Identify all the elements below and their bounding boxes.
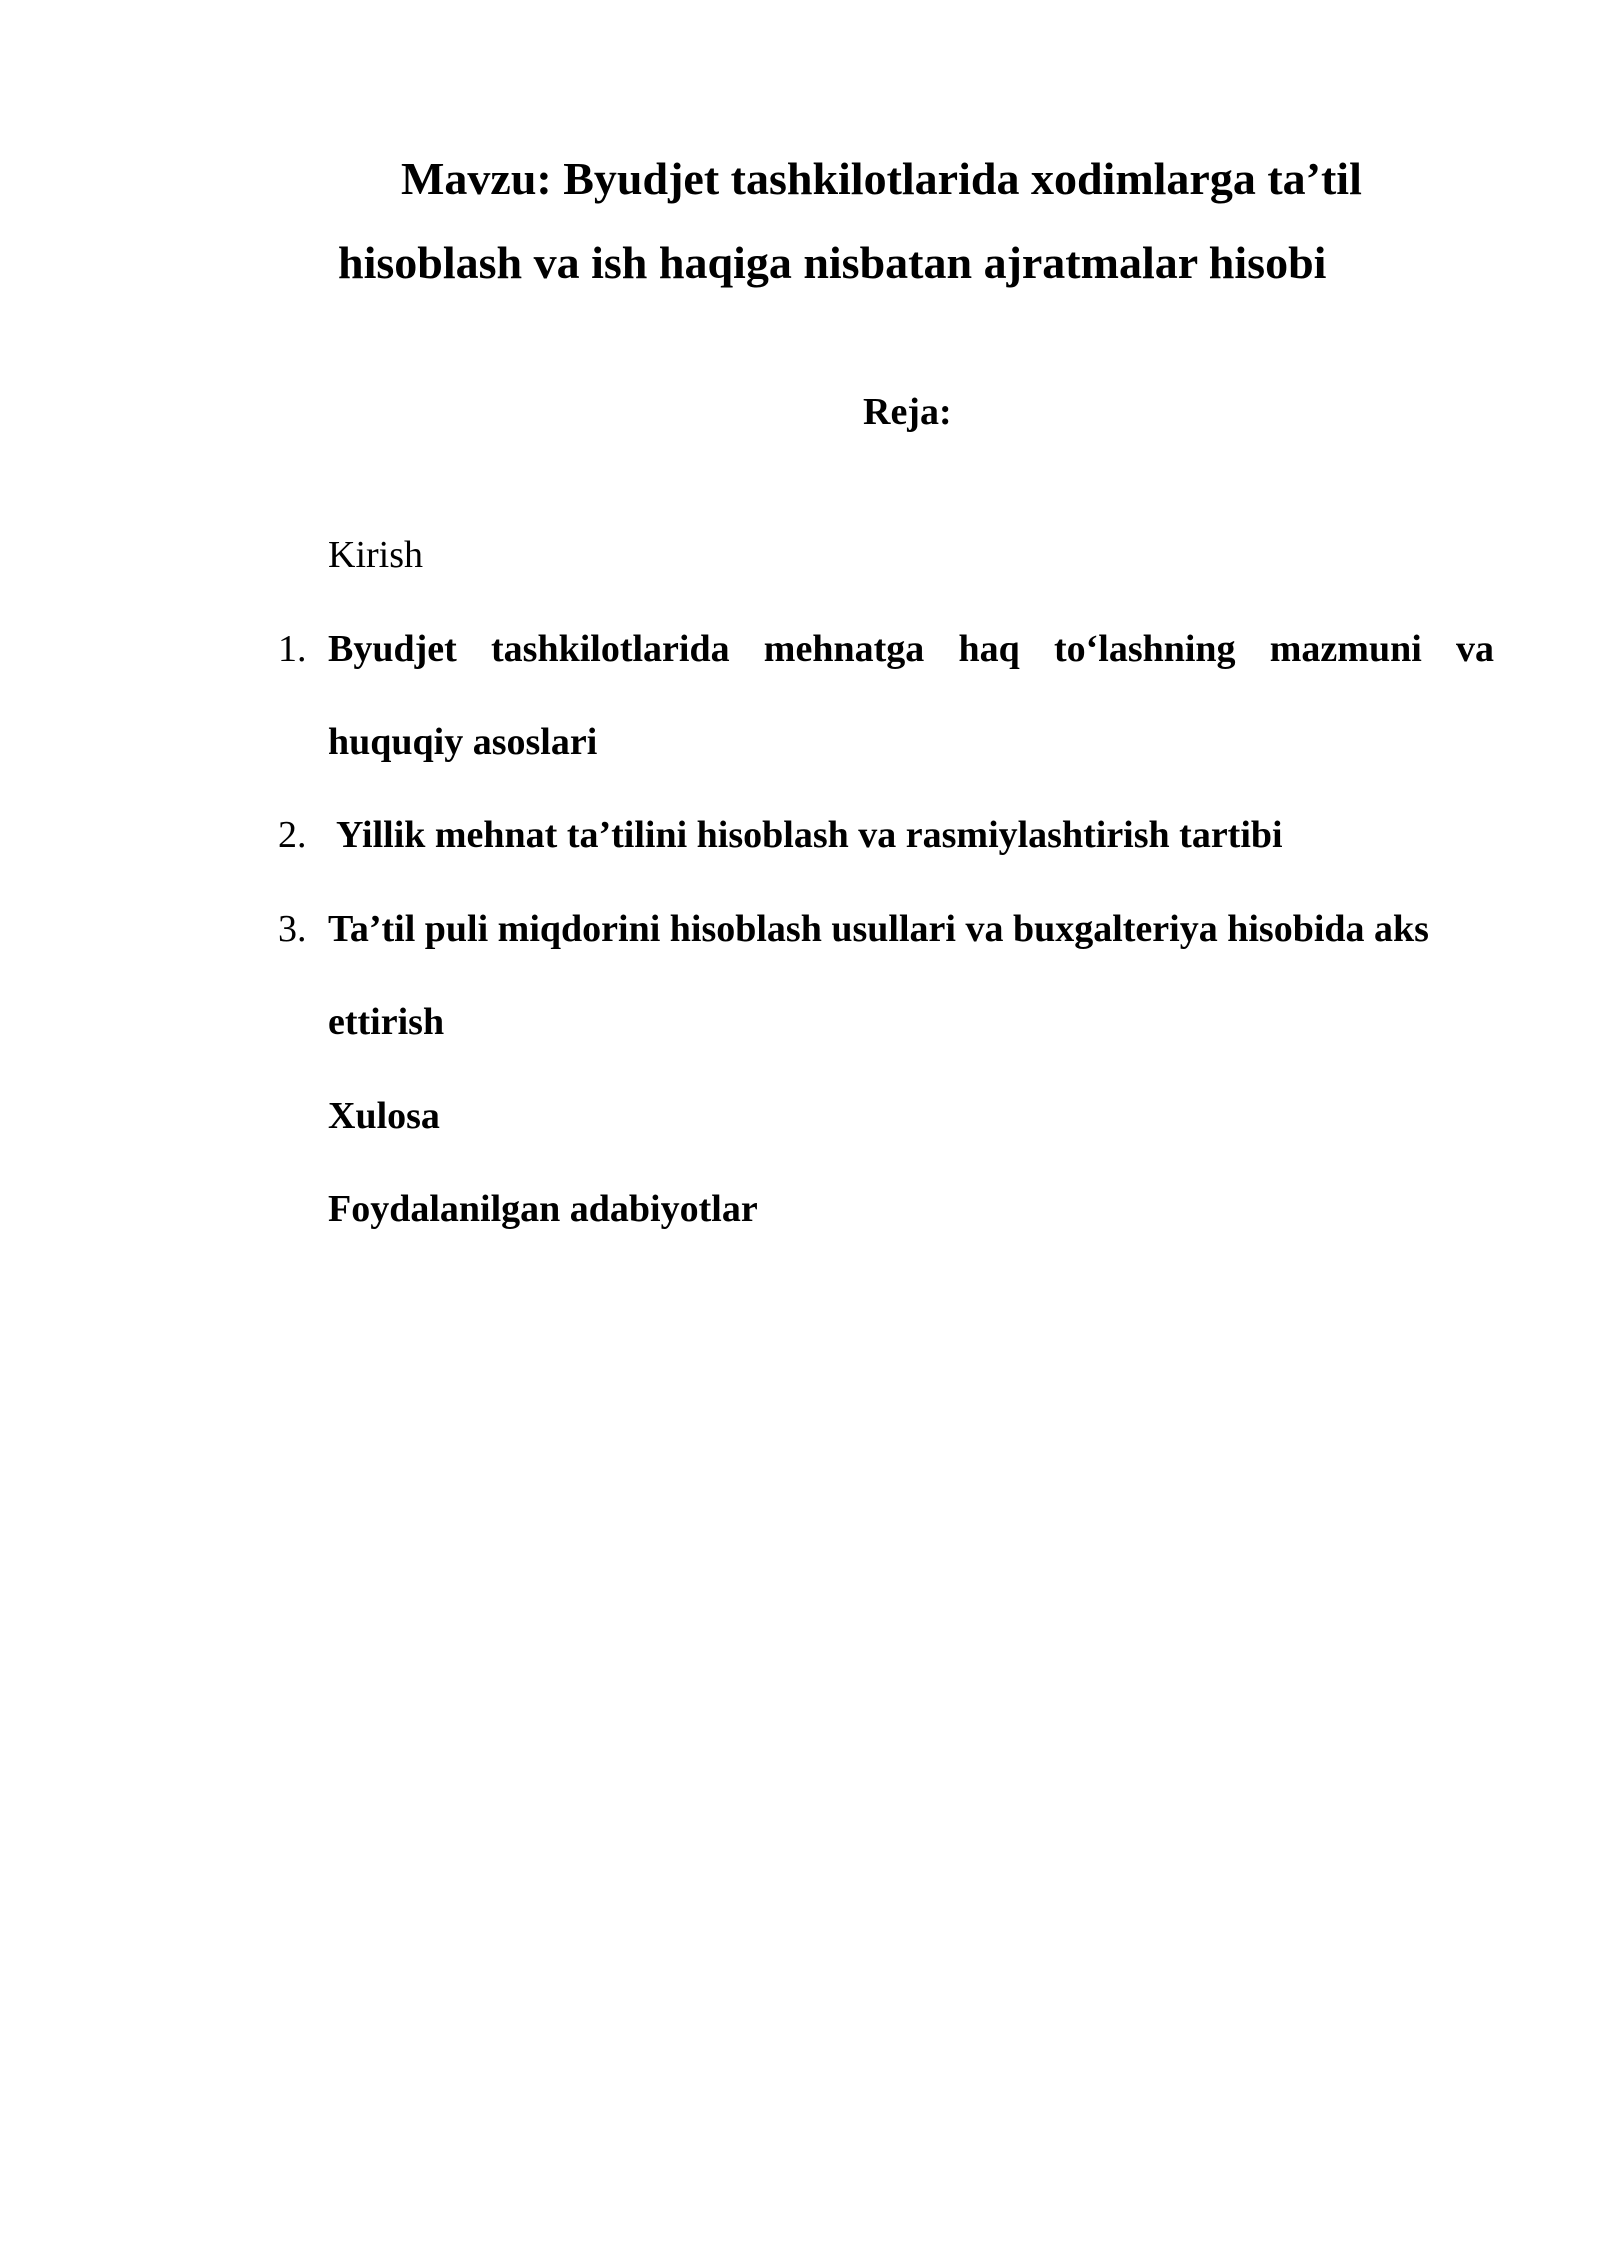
plan-intro: Kirish — [328, 534, 423, 576]
plan-item-1-line-1: Byudjet tashkilotlarida mehnatga haq to‘lashning mazmuni va — [328, 628, 1494, 670]
plan-item-number: 2. — [278, 814, 307, 856]
plan-item-2-line-1: Yillik mehnat ta’tilini hisoblash va rasmiylashtirish tartibi — [336, 814, 1283, 856]
plan-item-number: 1. — [278, 628, 307, 670]
plan-item-1-line-2: huquqiy asoslari — [328, 721, 598, 763]
plan-references: Foydalanilgan adabiyotlar — [328, 1188, 758, 1230]
plan-item-3-line-2: ettirish — [328, 1001, 445, 1043]
document-title-line-2: hisoblash va ish haqiga nisbatan ajratmalar hisobi — [338, 237, 1327, 288]
plan-conclusion: Xulosa — [328, 1095, 440, 1137]
plan-heading: Reja: — [863, 391, 952, 433]
plan-item-number: 3. — [278, 908, 307, 950]
plan-item-3-line-1: Ta’til puli miqdorini hisoblash usullari va buxgalteriya hisobida aks — [328, 908, 1429, 950]
document-title-line-1: Mavzu: Byudjet tashkilotlarida xodimlarga ta’til — [401, 153, 1362, 204]
